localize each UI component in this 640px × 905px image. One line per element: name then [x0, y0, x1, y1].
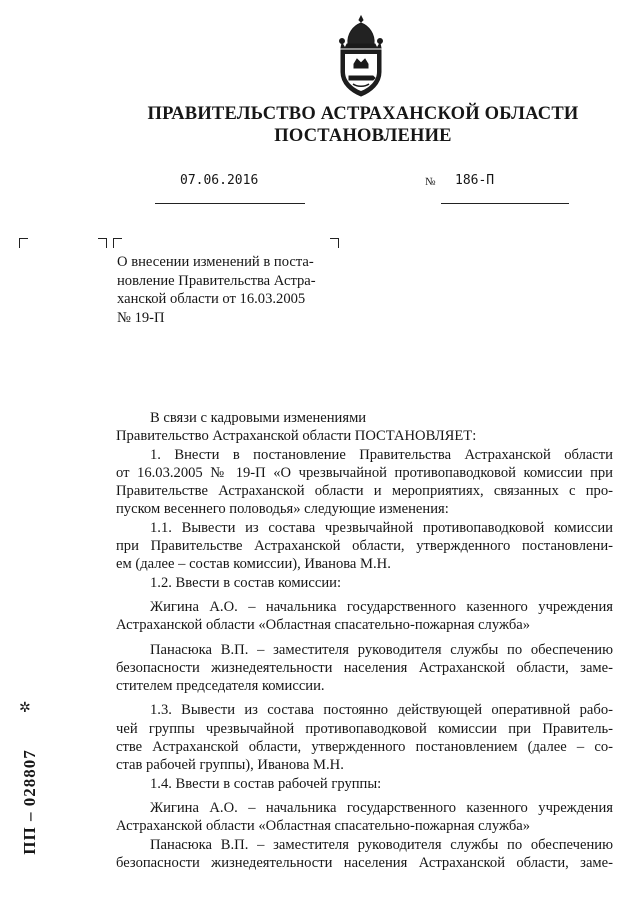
body-line: чей группы чрезвычайной противопаводковой комиссии при Правитель- [116, 720, 613, 737]
number-underline [441, 186, 569, 204]
body-line: Панасюка В.П. – заместителя руководителя службы по обеспечению [150, 836, 613, 853]
body-line: пуском весеннего половодья» следующие изменения: [116, 501, 449, 518]
body-line: безопасности жизнедеятельности населения Астраханской области, заме- [116, 854, 613, 871]
number-mark: № [425, 176, 436, 188]
body-line: 1. Внести в постановление Правительства Астраханской области [150, 446, 613, 463]
body-line: безопасности жизнедеятельности населения Астраханской области, заме- [116, 659, 613, 676]
body-line: Астраханской области «Областная спасательно-пожарная служба» [116, 617, 531, 634]
document-type: ПОСТАНОВЛЕНИЕ [274, 126, 452, 146]
body-line: Правительстве Астраханской области и мероприятиях, связанных с про- [116, 483, 613, 500]
body-line: Панасюка В.П. – заместителя руководителя службы по обеспечению [150, 641, 613, 658]
body-line: Жигина А.О. – начальника государственного казенного учреждения [150, 598, 613, 615]
coat-of-arms-icon [333, 14, 389, 98]
body-line: при Правительстве Астраханской области, утвержденного постановлени- [116, 538, 613, 555]
body-line: 1.4. Ввести в состав рабочей группы: [150, 775, 382, 792]
org-title: ПРАВИТЕЛЬСТВО АСТРАХАНСКОЙ ОБЛАСТИ [147, 104, 579, 124]
body-line: стителем председателя комиссии. [116, 678, 325, 695]
corner-mark [113, 238, 122, 248]
corner-mark [98, 238, 107, 248]
body-line: Правительство Астраханской области ПОСТАНОВЛЯЕТ: [116, 428, 477, 445]
subject-line: № 19-П [117, 309, 165, 326]
document-body [116, 409, 613, 872]
subject-line: ханской области от 16.03.2005 [117, 291, 306, 308]
subject-line: новление Правительства Астра- [117, 272, 316, 289]
date-underline [155, 186, 305, 204]
body-line: Астраханской области «Областная спасательно-пожарная служба» [116, 818, 531, 835]
body-line: ем (далее – состав комиссии), Иванова М.Н. [116, 556, 391, 573]
body-line: В связи с кадровыми изменениями [150, 410, 367, 426]
subject-line: О внесении изменений в поста- [117, 254, 314, 270]
corner-mark [330, 238, 339, 248]
body-line: от 16.03.2005 № 19-П «О чрезвычайной противопаводковой комиссии при [116, 464, 613, 481]
body-line: 1.3. Вывести из состава постоянно действующей оперативной рабо- [150, 702, 613, 719]
serial-number [20, 742, 40, 862]
body-line: став рабочей группы), Иванова М.Н. [116, 757, 344, 774]
star-ornament-icon: ✲ [19, 701, 31, 716]
body-line: Жигина А.О. – начальника государственного казенного учреждения [150, 799, 613, 816]
body-line: 1.2. Ввести в состав комиссии: [150, 574, 342, 591]
document-date: 07.06.2016 [180, 173, 259, 188]
serial-number-text: ПП – 028807 [20, 749, 39, 855]
document-number: 186-П [455, 173, 495, 188]
body-line: 1.1. Вывести из состава чрезвычайной противопаводковой комиссии [150, 519, 613, 536]
body-line: стве Астраханской области, утвержденного постановлением (далее – со- [116, 739, 613, 756]
document-subject [117, 253, 353, 327]
corner-mark [19, 238, 28, 248]
